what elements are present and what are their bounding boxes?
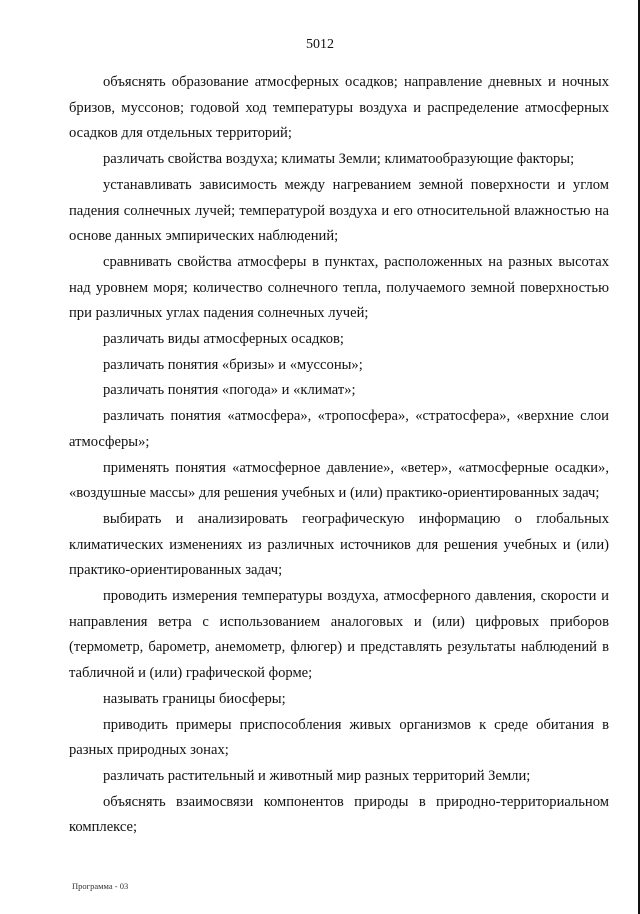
paragraph: называть границы биосферы; bbox=[103, 690, 286, 707]
paragraph: сравнивать свойства атмосферы в пунктах, расположенных на разных высотах над уровнем моря; количество солнечного тепла, получаемого земной поверхностью при различных углах падения солнечных лучей; bbox=[69, 253, 609, 322]
paragraph: применять понятия «атмосферное давление», «ветер», «атмосферные осадки», «воздушные массы» для решения учебных и (или) практико-ориентированных задач; bbox=[69, 459, 609, 502]
paragraph: выбирать и анализировать географическую информацию о глобальных климатических изменениях из различных источников для решения учебных и (или) практико-ориентированных задач; bbox=[69, 510, 609, 579]
paragraph: приводить примеры приспособления живых организмов к среде обитания в разных природных зонах; bbox=[69, 716, 609, 759]
document-footer: Программа - 03 bbox=[72, 881, 129, 891]
paragraph: объяснять образование атмосферных осадков; направление дневных и ночных бризов, муссонов; годовой ход температуры воздуха и распределение атмосферных осадков для отдельных территорий; bbox=[69, 74, 609, 142]
paragraph: различать виды атмосферных осадков; bbox=[103, 331, 344, 348]
paragraph: различать понятия «бризы» и «муссоны»; bbox=[103, 356, 363, 373]
paragraph: различать понятия «погода» и «климат»; bbox=[103, 382, 356, 399]
paragraph: различать растительный и животный мир разных территорий Земли; bbox=[103, 767, 531, 784]
paragraph: различать свойства воздуха; климаты Земли; климатообразующие факторы; bbox=[103, 151, 575, 168]
paragraph: устанавливать зависимость между нагреванием земной поверхности и углом падения солнечных лучей; температурой воздуха и его относительной влажностью на основе данных эмпирических наблюдений; bbox=[69, 176, 609, 245]
document-body bbox=[69, 70, 609, 841]
paragraph: проводить измерения температуры воздуха, атмосферного давления, скорости и направления ветра с использованием аналоговых и (или) цифровых приборов (термометр, барометр, анемометр, флюгер) и представлять результаты наблюдений в табличной и (или) графической форме; bbox=[69, 588, 609, 682]
paragraph: объяснять взаимосвязи компонентов природы в природно-территориальном комплексе; bbox=[69, 793, 609, 836]
paragraph: различать понятия «атмосфера», «тропосфера», «стратосфера», «верхние слои атмосферы»; bbox=[69, 408, 609, 450]
page-number: 5012 bbox=[306, 37, 334, 52]
